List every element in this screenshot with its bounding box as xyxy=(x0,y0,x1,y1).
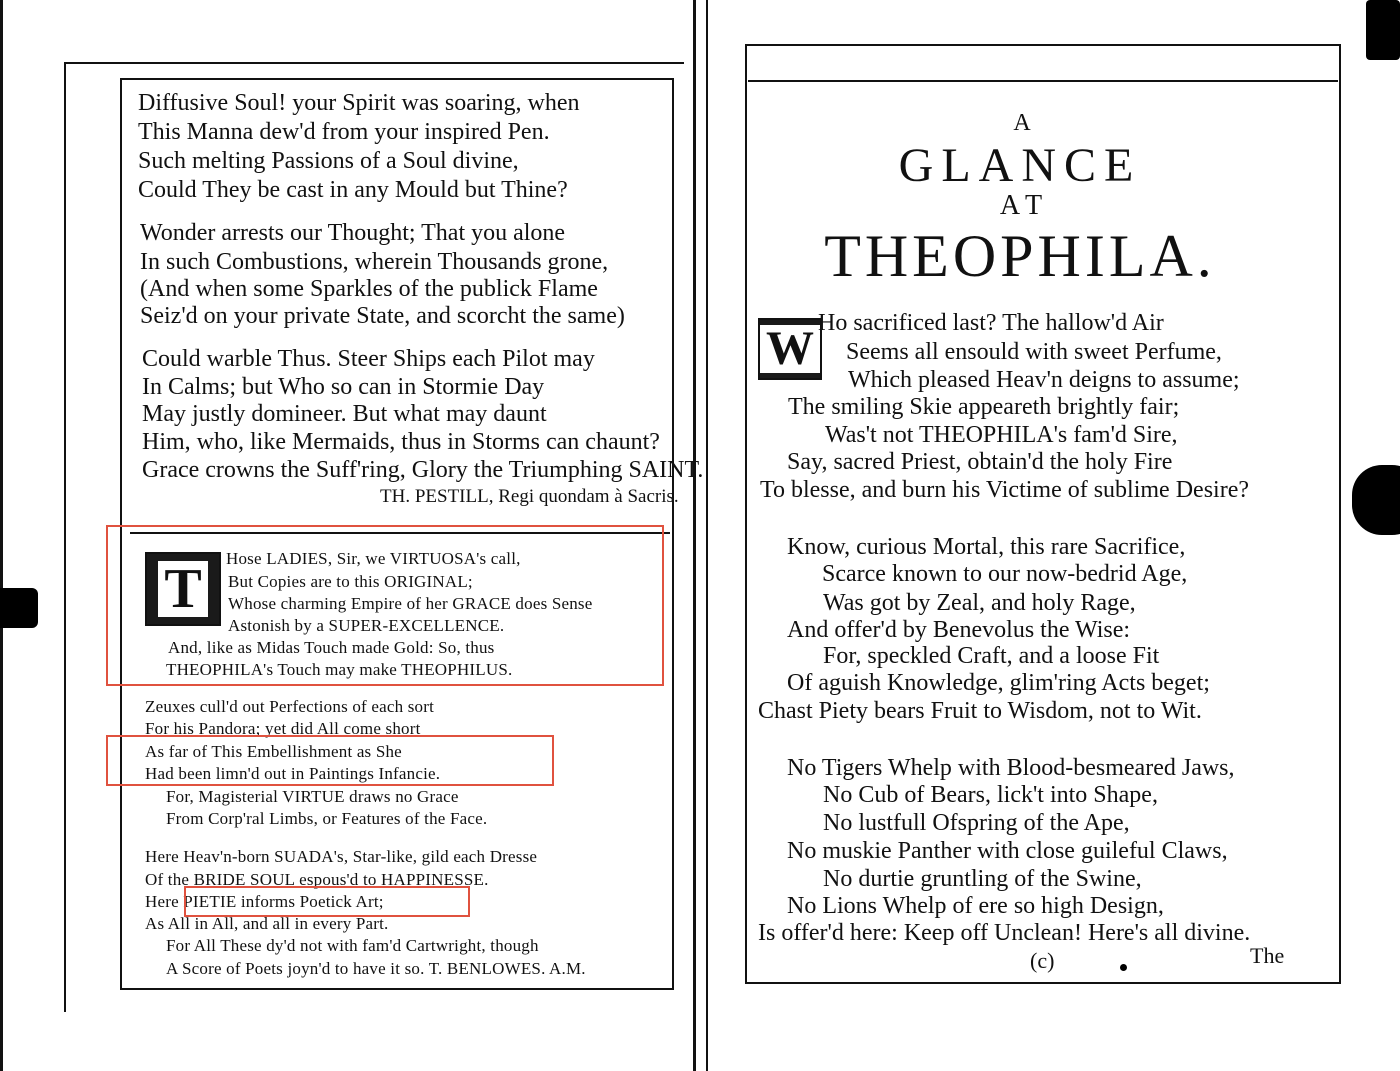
left-s5-line-4: Had been limn'd out in Paintings Infancie. xyxy=(145,764,441,783)
right-s1-line-5: Was't not THEOPHILA's fam'd Sire, xyxy=(825,422,1178,448)
gutter-left xyxy=(693,0,696,1071)
left-s3-line-3: May justly domineer. But what may daunt xyxy=(142,401,547,427)
right-s3-line-6: No Lions Whelp of ere so high Design, xyxy=(787,893,1164,919)
gutter-right xyxy=(706,0,708,1071)
right-s2-line-5: For, speckled Craft, and a loose Fit xyxy=(823,643,1160,669)
highlight-box-1 xyxy=(106,525,664,686)
left-s2-line-1: Wonder arrests our Thought; That you alone xyxy=(140,220,566,246)
left-s1-line-2: This Manna dew'd from your inspired Pen. xyxy=(138,119,550,145)
right-header-rule xyxy=(748,80,1338,82)
left-s6-line-5: For All These dy'd not with fam'd Cartwright, though xyxy=(166,936,539,955)
highlight-box-3 xyxy=(184,886,470,917)
left-s5-line-6: From Corp'ral Limbs, or Features of the Face. xyxy=(166,809,488,828)
right-s1-line-1: Ho sacrificed last? The hallow'd Air xyxy=(818,310,1164,336)
right-s2-line-7: Chast Piety bears Fruit to Wisdom, not to Wit. xyxy=(758,698,1202,724)
left-s4-line-6: THEOPHILA's Touch may make THEOPHILUS. xyxy=(166,660,513,679)
right-dropcap xyxy=(758,318,822,380)
right-s3-line-4: No muskie Panther with close guileful Claws, xyxy=(787,838,1228,864)
right-s3-line-3: No lustfull Ofspring of the Ape, xyxy=(823,810,1130,836)
right-s2-line-2: Scarce known to our now-bedrid Age, xyxy=(822,561,1188,587)
right-s1-line-7: To blesse, and burn his Victime of sublime Desire? xyxy=(760,477,1249,503)
highlight-box-2 xyxy=(106,735,554,786)
left-s5-line-3: As far of This Embellishment as She xyxy=(145,742,402,761)
left-s4-line-4: Astonish by a SUPER-EXCELLENCE. xyxy=(228,616,505,635)
left-s3-line-5: Grace crowns the Suff'ring, Glory the Triumphing SAINT. xyxy=(142,457,704,483)
right-s2-line-1: Know, curious Mortal, this rare Sacrifice, xyxy=(787,534,1186,560)
right-s3-line-1: No Tigers Whelp with Blood-besmeared Jaws, xyxy=(787,755,1235,781)
left-signature-pestill: TH. PESTILL, Regi quondam à Sacris. xyxy=(380,486,679,507)
ink-dot xyxy=(1120,964,1127,971)
right-s1-line-2: Seems all ensould with sweet Perfume, xyxy=(846,339,1222,365)
left-s1-line-3: Such melting Passions of a Soul divine, xyxy=(138,148,519,174)
clamp-left xyxy=(0,588,38,628)
left-s4-line-3: Whose charming Empire of her GRACE does Sense xyxy=(228,594,593,613)
left-s6-line-3: Here PIETIE informs Poetick Art; xyxy=(145,892,384,911)
clamp-right xyxy=(1352,465,1400,535)
left-s5-line-5: For, Magisterial VIRTUE draws no Grace xyxy=(166,787,459,806)
right-s2-line-3: Was got by Zeal, and holy Rage, xyxy=(823,590,1136,616)
left-dropcap-letter: T xyxy=(158,561,207,617)
left-s6-line-1: Here Heav'n-born SUADA's, Star-like, gild each Dresse xyxy=(145,847,538,866)
right-s3-line-2: No Cub of Bears, lick't into Shape, xyxy=(823,782,1158,808)
left-s1-line-1: Diffusive Soul! your Spirit was soaring, when xyxy=(138,90,580,116)
left-s3-line-1: Could warble Thus. Steer Ships each Pilot may xyxy=(142,346,595,372)
title-at: AT xyxy=(999,190,1051,221)
left-s6-line-6: A Score of Poets joyn'd to have it so. T. BENLOWES. A.M. xyxy=(166,959,586,978)
left-s4-line-2: But Copies are to this ORIGINAL; xyxy=(228,572,473,591)
right-s1-line-3: Which pleased Heav'n deigns to assume; xyxy=(848,367,1240,393)
left-s1-line-4: Could They be cast in any Mould but Thine? xyxy=(138,177,568,203)
left-s2-line-3: (And when some Sparkles of the publick Flame xyxy=(140,276,598,302)
right-s1-line-6: Say, sacred Priest, obtain'd the holy Fire xyxy=(787,449,1173,475)
right-s2-line-4: And offer'd by Benevolus the Wise: xyxy=(787,617,1131,643)
left-s6-line-4: As All in All, and all in every Part. xyxy=(145,914,389,933)
left-s6-line-2: Of the BRIDE SOUL espous'd to HAPPINESSE. xyxy=(145,870,489,889)
right-dropcap-letter: W xyxy=(760,325,820,373)
left-s2-line-2: In such Combustions, wherein Thousands grone, xyxy=(140,249,609,275)
title-theophila: THEOPHILA. xyxy=(824,223,1216,289)
catchword: The xyxy=(1250,943,1285,968)
left-s2-line-4: Seiz'd on your private State, and scorcht the same) xyxy=(140,303,625,329)
left-s4-line-5: And, like as Midas Touch made Gold: So, thus xyxy=(168,638,495,657)
left-s3-line-4: Him, who, like Mermaids, thus in Storms can chaunt? xyxy=(142,429,660,455)
left-s5-line-2: For his Pandora; yet did All come short xyxy=(145,719,421,738)
left-s4-line-1: Hose LADIES, Sir, we VIRTUOSA's call, xyxy=(226,549,521,568)
corner-mark xyxy=(1366,0,1400,60)
right-s3-line-5: No durtie gruntling of the Swine, xyxy=(823,866,1142,892)
right-s3-line-7: Is offer'd here: Keep off Unclean! Here's all divine. xyxy=(758,920,1251,946)
right-s2-line-6: Of aguish Knowledge, glim'ring Acts beget; xyxy=(787,670,1210,696)
signature-mark: (c) xyxy=(1030,948,1055,973)
left-page-edge xyxy=(0,0,3,1071)
left-s5-line-1: Zeuxes cull'd out Perfections of each sort xyxy=(145,697,435,716)
title-glance: GLANCE xyxy=(898,139,1142,192)
left-page-left-rule xyxy=(64,62,66,1012)
title-a: A xyxy=(1013,110,1031,136)
right-s1-line-4: The smiling Skie appeareth brightly fair; xyxy=(788,394,1180,420)
left-s3-line-2: In Calms; but Who so can in Stormie Day xyxy=(142,374,545,400)
left-page-top-rule xyxy=(64,62,684,64)
